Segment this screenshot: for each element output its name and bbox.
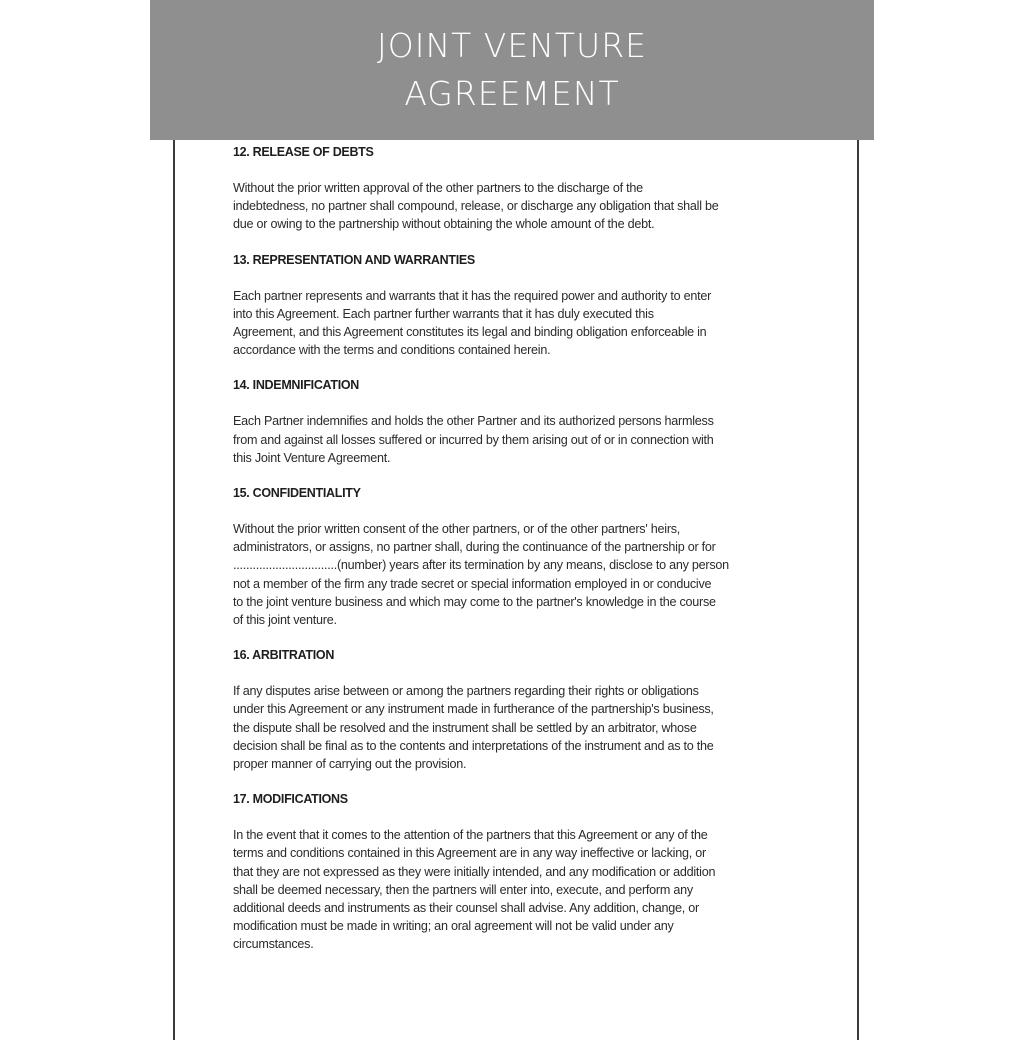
section-modifications <box>233 790 803 953</box>
paragraph-line: circumstances. <box>233 937 314 952</box>
paragraph-line: Agreement, and this Agreement constitutes its legal and binding obligation enforceable in <box>233 325 707 340</box>
section-heading: 16. ARBITRATION <box>233 648 335 663</box>
section-confidentiality <box>233 484 803 629</box>
paragraph-line: If any disputes arise between or among the partners regarding their rights or obligations <box>233 684 699 699</box>
section-heading: 14. INDEMNIFICATION <box>233 378 360 393</box>
section-heading: 12. RELEASE OF DEBTS <box>233 145 374 159</box>
title-line-2: AGREEMENT <box>404 74 620 113</box>
paragraph-line: Without the prior written consent of the other partners, or of the other partners' heirs, <box>233 522 681 537</box>
section-arbitration <box>233 646 803 773</box>
paragraph-line: ................................(number) years after its termination by any means, disclose to any person <box>233 558 729 573</box>
paragraph-line: additional deeds and instruments as their counsel shall advise. Any addition, change, or <box>233 901 699 916</box>
paragraph-line: decision shall be final as to the contents and interpretations of the instrument and as to the <box>233 738 714 753</box>
paragraph-line: shall be deemed necessary, then the partners will enter into, execute, and perform any <box>233 882 693 897</box>
paragraph-line: to the joint venture business and which may come to the partner's knowledge in the course <box>233 594 716 609</box>
paragraph-line: not a member of the firm any trade secret or special information employed in or conducive <box>233 576 712 591</box>
section-heading: 15. CONFIDENTIALITY <box>233 486 361 501</box>
title-line-1: JOINT VENTURE <box>377 26 647 65</box>
paragraph-line: In the event that it comes to the attention of the partners that this Agreement or any of the <box>233 828 708 843</box>
document-body <box>233 143 803 954</box>
paragraph-line: modification must be made in writing; an oral agreement will not be valid under any <box>233 919 674 934</box>
paragraph-line: into this Agreement. Each partner further warrants that it has duly executed this <box>233 306 654 321</box>
section-heading: 13. REPRESENTATION AND WARRANTIES <box>233 252 475 267</box>
paragraph-line: from and against all losses suffered or incurred by them arising out of or in connection with <box>233 432 714 447</box>
section-indemnification <box>233 376 803 467</box>
section-heading: 17. MODIFICATIONS <box>233 792 348 807</box>
paragraph-line: proper manner of carrying out the provision. <box>233 757 467 772</box>
paragraph-line: that they are not expressed as they were initially intended, and any modification or addition <box>233 864 716 879</box>
paragraph-line: administrators, or assigns, no partner shall, during the continuance of the partnership or for <box>233 540 716 555</box>
paragraph-line: Without the prior written approval of the other partners to the discharge of the <box>233 181 643 195</box>
paragraph-line: Each partner represents and warrants that it has the required power and authority to enter <box>233 288 712 303</box>
paragraph-line: indebtedness, no partner shall compound, release, or discharge any obligation that shall be <box>233 199 719 214</box>
paragraph-line: Each Partner indemnifies and holds the other Partner and its authorized persons harmless <box>233 414 714 429</box>
section-release-of-debts <box>233 143 803 234</box>
paragraph-line: the dispute shall be resolved and the instrument shall be settled by an arbitrator, whose <box>233 720 697 735</box>
section-representation-and-warranties <box>233 251 803 360</box>
paragraph-line: this Joint Venture Agreement. <box>233 450 391 465</box>
paragraph-line: terms and conditions contained in this Agreement are in any way ineffective or lacking, or <box>233 846 706 861</box>
paragraph-line: accordance with the terms and conditions contained herein. <box>233 343 551 358</box>
paragraph-line: of this joint venture. <box>233 613 337 628</box>
title-banner <box>150 0 874 140</box>
paragraph-line: under this Agreement or any instrument made in furtherance of the partnership's business, <box>233 702 714 717</box>
paragraph-line: due or owing to the partnership without obtaining the whole amount of the debt. <box>233 217 655 232</box>
